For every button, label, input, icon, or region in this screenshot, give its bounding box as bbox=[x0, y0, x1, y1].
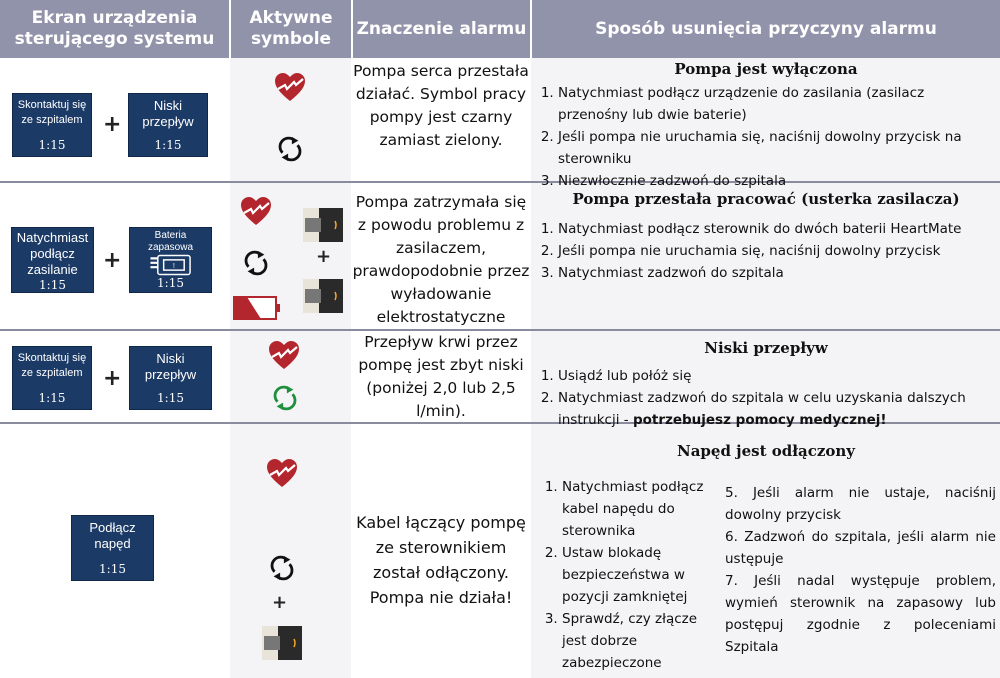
alarm-solution: Pompa jest wyłączona 1. Natychmiast podłącz urządzenie do zasilania (zasilacz przenośny lub dwie baterie) 2. Jeśli pompa nie uruchamia się, naciśnij dowolny przycisk na sterowniku 3. Niezwłocznie zadzwoń do szpitala bbox=[536, 58, 996, 192]
plus-sign: + bbox=[103, 112, 122, 137]
solution-step: 2. Natychmiast zadzwoń do szpitala w celu uzyskania dalszych instrukcji - potrzebujesz pomocy medycznej! bbox=[558, 387, 996, 431]
solution-step: 2. Jeśli pompa nie uruchamia się, naciśnij dowolny przycisk bbox=[558, 240, 996, 262]
screen-contact-hospital: Skontaktuj się ze szpitalem 1:15 bbox=[12, 346, 92, 410]
header-symbols: Aktywne symbole bbox=[231, 0, 351, 58]
plus-sign: + bbox=[272, 592, 288, 613]
pump-running-icon bbox=[276, 135, 304, 163]
heart-icon bbox=[268, 340, 300, 370]
header-solution: Sposób usunięcia przyczyny alarmu bbox=[532, 0, 1000, 58]
screen-connect-drive: Podłącz napęd 1:15 bbox=[71, 515, 154, 581]
solution-step: 2. Jeśli pompa nie uruchamia się, naciśnij dowolny przycisk na sterowniku bbox=[558, 126, 996, 170]
alarm-meaning: Przepływ krwi przez pompę jest zbyt niski (poniżej 2,0 lub 2,5 l/min). bbox=[358, 333, 524, 420]
alarm-meaning: Pompa serca przestała działać. Symbol pracy pompy jest czarny zamiast zielony. bbox=[353, 62, 529, 149]
heart-icon bbox=[240, 196, 272, 226]
alarm-solution: Napęd jest odłączony 1. Natychmiast podłącz kabel napędu do sterownika 2. Ustaw blokadę bezpieczeństwa w pozycji zamkniętej 3. Sprawdź, czy złącze jest dobrze zabezpieczone 5. Jeśli alarm nie ustaje, naciśnij dowolny przycisk 6. Zadzwoń do szpitala, jeśli alarm nie ustępuje 7. Jeśli nadal występuje problem, wymień sterownik na zapasowy lub postępuj zgodnie z poleceniami Szpitala bbox=[536, 440, 996, 674]
pump-running-icon bbox=[242, 249, 270, 277]
screen-low-flow: Niski przepływ 1:15 bbox=[128, 93, 208, 157]
header-meaning: Znaczenie alarmu bbox=[353, 0, 530, 58]
connector-icon bbox=[262, 626, 302, 660]
alarm-meaning: Pompa zatrzymała się z powodu problemu z zasilaczem, prawdopodobnie przez wyładowanie elektrostatyczne bbox=[352, 193, 530, 326]
heart-icon bbox=[266, 458, 298, 488]
alarm-solution: Pompa przestała pracować (usterka zasilacza) 1. Natychmiast podłącz sterownik do dwóch baterii HeartMate 2. Jeśli pompa nie uruchamia się, naciśnij dowolny przycisk 3. Natychmiast zadzwoń do szpitala bbox=[536, 188, 996, 284]
solution-step: 2. Ustaw blokadę bezpieczeństwa w pozycji zamkniętej bbox=[562, 542, 711, 608]
alarm-solution: Niski przepływ 1. Usiądź lub połóż się 2. Natychmiast zadzwoń do szpitala w celu uzyskania dalszych instrukcji - potrzebujesz pomocy medycznej! bbox=[536, 337, 996, 431]
screen-connect-power: Natychmiast podłącz zasilanie 1:15 bbox=[11, 227, 94, 293]
battery-warning-icon bbox=[141, 254, 201, 276]
heart-icon bbox=[274, 72, 306, 102]
battery-low-icon bbox=[233, 296, 281, 320]
pump-running-green-icon bbox=[271, 384, 299, 412]
solution-step: 3. Natychmiast zadzwoń do szpitala bbox=[558, 262, 996, 284]
plus-sign: + bbox=[103, 248, 122, 273]
plus-sign: + bbox=[316, 246, 332, 267]
screen-contact-hospital: Skontaktuj się ze szpitalem 1:15 bbox=[12, 93, 92, 157]
screen-backup-battery: Bateria zapasowa ! 1:15 bbox=[129, 227, 212, 293]
svg-text:!: ! bbox=[172, 260, 175, 270]
solution-step: 3. Niezwłocznie zadzwoń do szpitala bbox=[558, 170, 996, 192]
pump-running-icon bbox=[268, 554, 296, 582]
alarm-meaning: Kabel łączący pompę ze sterownikiem został odłączony. Pompa nie działa! bbox=[356, 513, 526, 607]
connector-icon bbox=[303, 279, 343, 313]
header-screen: Ekran urządzenia sterującego systemu bbox=[0, 0, 229, 58]
solution-step: 1. Natychmiast podłącz urządzenie do zasilania (zasilacz przenośny lub dwie baterie) bbox=[558, 82, 996, 126]
solution-step: 1. Natychmiast podłącz kabel napędu do sterownika bbox=[562, 476, 711, 542]
connector-icon bbox=[303, 208, 343, 242]
clock-time: 1:15 bbox=[38, 138, 66, 152]
plus-sign: + bbox=[103, 366, 122, 391]
screen-low-flow: Niski przepływ 1:15 bbox=[129, 346, 212, 410]
solution-step: 1. Natychmiast podłącz sterownik do dwóch baterii HeartMate bbox=[558, 218, 996, 240]
solution-step: 1. Usiądź lub połóż się bbox=[558, 365, 996, 387]
solution-step: 3. Sprawdź, czy złącze jest dobrze zabezpieczone bbox=[562, 608, 711, 674]
